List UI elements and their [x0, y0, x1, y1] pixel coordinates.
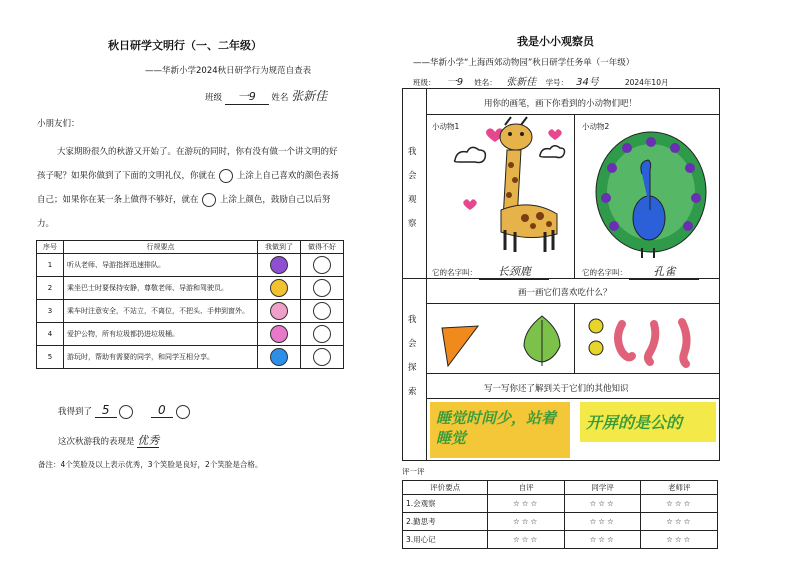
smile-face-icon[interactable] — [270, 279, 288, 297]
intro-paragraph: 大家期盼很久的秋游又开始了。在游玩的同时，你有没有做一个讲文明的好孩子呢？如果你做到了下面的文明礼仪，你就在 上涂上自己喜欢的颜色表扬自己；如果你在某一条上做得不够好，就在 上涂上颜色，鼓励自己以后努力。 — [37, 147, 339, 229]
yellow-fruit-icon — [589, 319, 603, 333]
done-cell[interactable] — [258, 346, 301, 369]
knowledge-prompt: 写一写你还了解到关于它们的其他知识 — [484, 384, 629, 394]
animal2-name-row — [582, 263, 699, 280]
row-number: 3 — [37, 300, 64, 323]
sad-face-icon[interactable] — [313, 325, 331, 343]
heart-icon — [548, 129, 562, 140]
table-row — [403, 513, 718, 531]
got-bad-count[interactable]: 0 — [151, 403, 173, 418]
row-text: 游玩时，帮助有需要的同学，和同学互相分享。 — [64, 346, 258, 369]
animal1-name-row — [432, 263, 549, 280]
note: 备注：4个笑脸及以上表示优秀，3个笑脸是良好，2个笑脸是合格。 — [38, 460, 263, 469]
sad-face-icon — [176, 405, 190, 419]
animal1-label: 小动物1 — [432, 122, 460, 131]
name-label: 姓名 — [271, 93, 289, 103]
animal1-name-label: 它的名字叫： — [432, 268, 477, 277]
smile-face-icon — [119, 405, 133, 419]
got-label: 我得到了 — [58, 407, 93, 417]
table-row — [37, 254, 344, 277]
eval-peer-stars[interactable]: ☆☆☆ — [564, 513, 641, 531]
table-row — [37, 300, 344, 323]
table-row — [403, 495, 718, 513]
header-not-done: 做得不好 — [301, 241, 344, 254]
knowledge2-box[interactable] — [580, 402, 716, 442]
not-done-cell[interactable] — [301, 323, 344, 346]
eval-header-teacher: 老师评 — [641, 481, 718, 495]
eval-header-row — [403, 481, 718, 495]
knowledge2-text: 开屏的是公的 — [586, 413, 683, 432]
sad-face-icon — [202, 193, 216, 207]
r-class-label: 班级： — [413, 78, 436, 87]
rating-label: 这次秋游我的表现是 — [58, 437, 135, 447]
divider — [426, 398, 719, 399]
left-subtitle: ——华新小学2024秋日研学行为规范自查表 — [145, 66, 312, 76]
row-number: 2 — [37, 277, 64, 300]
row-text: 乘坐巴士时要保持安静，尊敬老师、导游和驾驶员。 — [64, 277, 258, 300]
row-text: 乘车时注意安全，不站立，不离位，不把头、手伸到窗外。 — [64, 300, 258, 323]
sad-face-icon[interactable] — [313, 302, 331, 320]
eval-self-stars[interactable]: ☆☆☆ — [488, 495, 565, 513]
animal1-name[interactable]: 长颈鹿 — [479, 263, 549, 280]
eval-header-peer: 同学评 — [564, 481, 641, 495]
done-cell[interactable] — [258, 277, 301, 300]
r-name-value[interactable]: 张新佳 — [499, 73, 543, 89]
eval-item: 3.用心记 — [403, 531, 488, 549]
eval-peer-stars[interactable]: ☆☆☆ — [564, 531, 641, 549]
divider — [426, 373, 719, 374]
done-cell[interactable] — [258, 300, 301, 323]
not-done-cell[interactable] — [301, 277, 344, 300]
smile-face-icon[interactable] — [270, 348, 288, 366]
r-number-value[interactable]: 34号 — [570, 73, 604, 89]
class-label: 班级 — [205, 93, 223, 103]
eval-teacher-stars[interactable]: ☆☆☆ — [641, 531, 718, 549]
worm-icon — [648, 324, 655, 362]
evaluation-table — [402, 480, 718, 549]
animal2-label: 小动物2 — [582, 122, 610, 131]
orange-leaf-icon — [442, 326, 478, 366]
header-done: 我做到了 — [258, 241, 301, 254]
eval-self-stars[interactable]: ☆☆☆ — [488, 531, 565, 549]
draw-prompt: 用你的画笔，画下你看到的小动物们吧！ — [484, 99, 638, 109]
r-date: 2024年10月 — [624, 78, 669, 87]
greeting: 小朋友们： — [37, 119, 80, 129]
food-prompt: 画一画它们喜欢吃什么？ — [518, 288, 612, 298]
knowledge1-box[interactable] — [430, 402, 570, 458]
got-good-count[interactable]: 5 — [95, 403, 117, 418]
rating-row — [58, 432, 159, 448]
sad-face-icon[interactable] — [313, 348, 331, 366]
eval-item: 1.会观察 — [403, 495, 488, 513]
not-done-cell[interactable] — [301, 346, 344, 369]
r-name-label: 姓名： — [474, 78, 497, 87]
row-number: 1 — [37, 254, 64, 277]
divider — [574, 303, 575, 373]
rating-value[interactable]: 优秀 — [137, 434, 160, 447]
eval-self-stars[interactable]: ☆☆☆ — [488, 513, 565, 531]
right-subtitle: ——华新小学“上海西郊动物园”秋日研学任务单（一年级） — [413, 58, 635, 68]
smile-face-icon — [219, 169, 233, 183]
knowledge1-text: 睡觉时间少，站着睡觉 — [436, 409, 557, 447]
sad-face-icon[interactable] — [313, 256, 331, 274]
header-number: 序号 — [37, 241, 64, 254]
right-info-row — [413, 73, 723, 89]
left-title: 秋日研学文明行（一、二年级） — [108, 39, 262, 52]
class-value[interactable]: 一9 — [225, 88, 269, 105]
table-row — [37, 323, 344, 346]
not-done-cell[interactable] — [301, 254, 344, 277]
eval-header-item: 评价要点 — [403, 481, 488, 495]
eval-teacher-stars[interactable]: ☆☆☆ — [641, 513, 718, 531]
smile-face-icon[interactable] — [270, 302, 288, 320]
right-title: 我是小小观察员 — [517, 35, 594, 48]
section-observe-label: 我会观察 — [408, 147, 417, 229]
smile-face-icon[interactable] — [270, 256, 288, 274]
row-text: 爱护公物，所有垃圾都扔进垃圾桶。 — [64, 323, 258, 346]
r-number-label: 学号： — [545, 78, 569, 87]
table-row — [37, 346, 344, 369]
row-number: 4 — [37, 323, 64, 346]
table-row — [403, 531, 718, 549]
cloud-icon — [455, 147, 486, 162]
row-number: 5 — [37, 346, 64, 369]
r-class-value[interactable]: 一9 — [438, 73, 472, 89]
worm-icon — [682, 322, 687, 364]
divider — [426, 88, 427, 460]
bug-food-drawing — [582, 314, 716, 370]
smile-face-icon[interactable] — [270, 325, 288, 343]
cloud-icon — [540, 146, 565, 158]
eval-item: 2.勤思考 — [403, 513, 488, 531]
checklist-header-row — [37, 241, 344, 254]
not-done-cell[interactable] — [301, 300, 344, 323]
left-class-row — [205, 87, 327, 105]
score-row — [58, 403, 190, 419]
eval-teacher-stars[interactable]: ☆☆☆ — [641, 495, 718, 513]
sad-face-icon[interactable] — [313, 279, 331, 297]
header-rule: 行规要点 — [64, 241, 258, 254]
animal2-name-label: 它的名字叫： — [582, 268, 627, 277]
eval-header-self: 自评 — [488, 481, 565, 495]
giraffe-drawing — [445, 110, 575, 260]
section-explore-label: 我会探索 — [408, 315, 417, 397]
done-cell[interactable] — [258, 254, 301, 277]
heart-icon — [463, 199, 477, 210]
name-value[interactable]: 张新佳 — [291, 89, 328, 103]
behavior-checklist — [36, 240, 344, 369]
worm-icon — [618, 324, 632, 357]
yellow-fruit-icon — [589, 341, 603, 355]
row-text: 听从老师、导游指挥迅速排队。 — [64, 254, 258, 277]
eval-title: 评一评 — [402, 467, 425, 476]
divider — [426, 303, 719, 304]
peacock-drawing — [592, 128, 710, 258]
animal2-name[interactable]: 孔雀 — [629, 263, 699, 280]
table-row — [37, 277, 344, 300]
done-cell[interactable] — [258, 323, 301, 346]
leaf-food-drawing — [432, 310, 572, 370]
eval-peer-stars[interactable]: ☆☆☆ — [564, 495, 641, 513]
